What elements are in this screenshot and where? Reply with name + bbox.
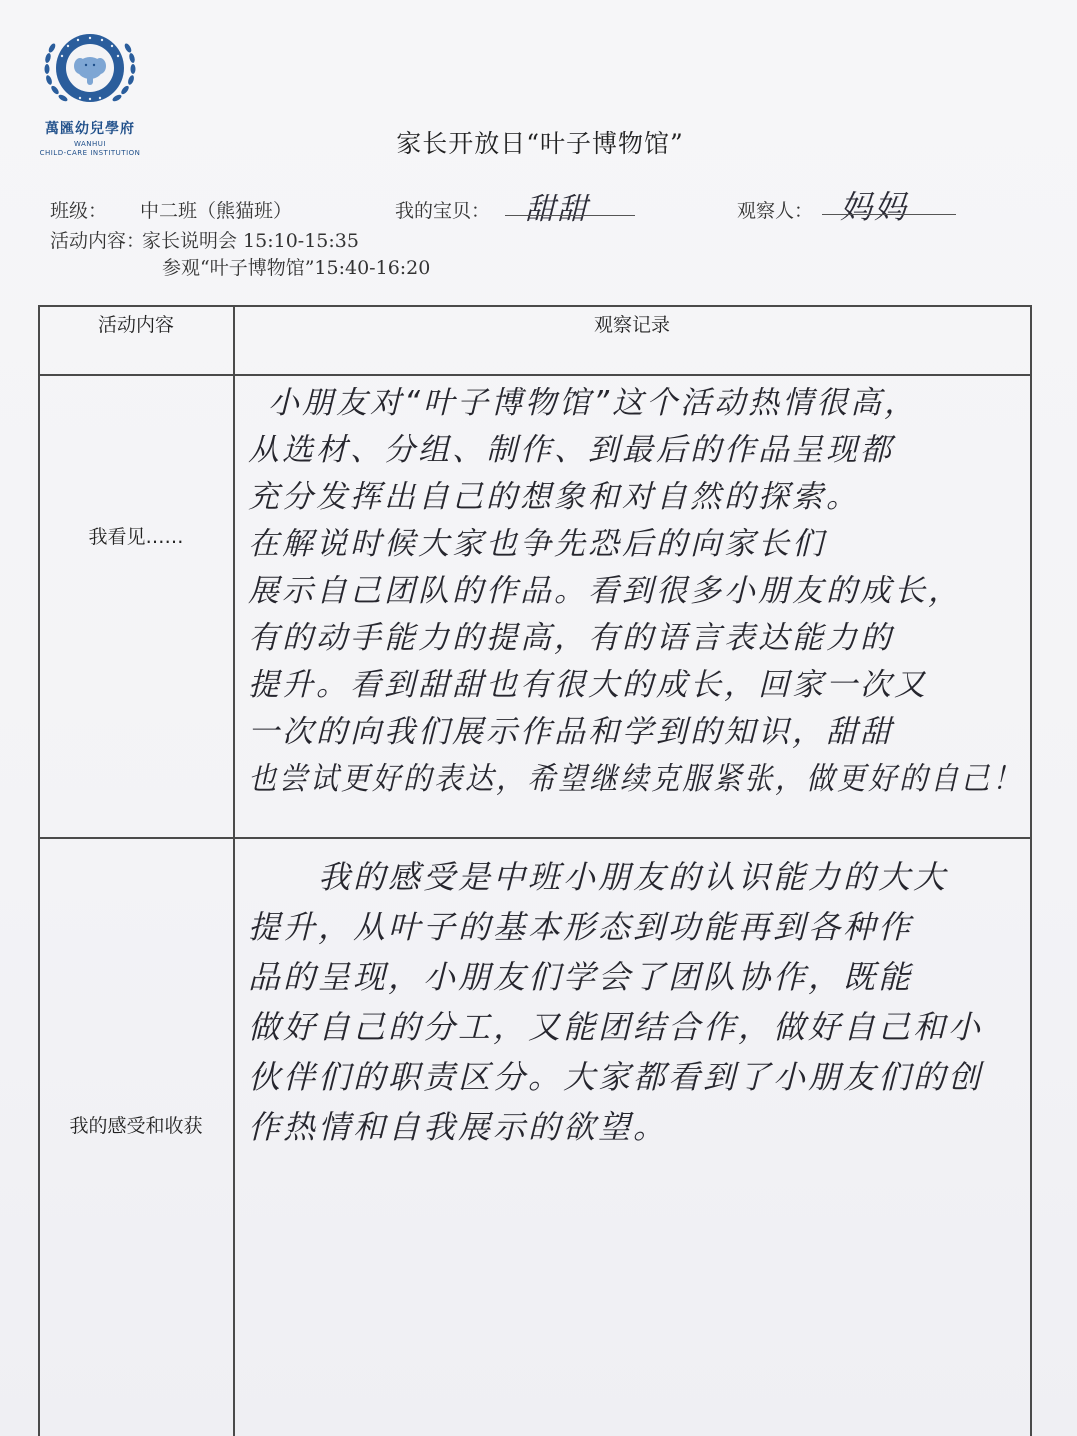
observer-underline — [822, 214, 956, 215]
class-value: 中二班（熊猫班） — [140, 200, 293, 222]
handwritten-line: 在解说时候大家也争先恐后的向家长们 — [248, 526, 826, 562]
handwritten-line: 提升，从叶子的基本形态到功能再到各种作 — [248, 908, 914, 946]
observer-value: 妈妈 — [840, 188, 909, 226]
handwritten-line: 一次的向我们展示作品和学到的知识，甜甜 — [248, 714, 894, 750]
activity-line1: 家长说明会 15:10-15:35 — [142, 230, 359, 252]
feelings-handwriting — [248, 852, 983, 1152]
logo-english-line1: WANHUI — [73, 140, 106, 148]
observer-label: 观察人： — [737, 200, 814, 222]
row-label-feelings: 我的感受和收获 — [69, 1115, 203, 1137]
activity-label: 活动内容： — [50, 230, 146, 252]
handwritten-line: 伙伴们的职责区分。大家都看到了小朋友们的创 — [248, 1058, 984, 1096]
handwritten-line: 做好自己的分工，又能团结合作，做好自己和小 — [248, 1008, 984, 1046]
handwritten-line: 从选材、分组、制作、到最后的作品呈现都 — [248, 432, 894, 468]
baby-underline — [505, 215, 635, 216]
handwritten-line: 小朋友对“叶子博物馆”这个活动热情很高， — [268, 385, 919, 421]
handwritten-line: 作热情和自我展示的欲望。 — [248, 1108, 669, 1146]
page-title: 家长开放日“叶子博物馆” — [396, 129, 684, 158]
handwritten-line: 充分发挥出自己的想象和对自然的探索。 — [248, 479, 860, 515]
column-header-activity: 活动内容 — [97, 314, 174, 336]
class-label: 班级： — [50, 200, 108, 222]
logo-chinese-name: 萬匯幼兒學府 — [45, 121, 135, 137]
column-header-observation: 观察记录 — [593, 314, 670, 336]
baby-value: 甜甜 — [525, 192, 589, 227]
handwritten-line: 有的动手能力的提高，有的语言表达能力的 — [248, 620, 894, 656]
handwritten-line: 提升。看到甜甜也有很大的成长，回家一次又 — [248, 667, 928, 703]
baby-label: 我的宝贝： — [395, 200, 491, 222]
observation-handwriting — [248, 380, 1077, 803]
logo-emblem-icon — [30, 18, 150, 118]
handwritten-line: 品的呈现，小朋友们学会了团队协作，既能 — [248, 958, 914, 996]
activity-line2: 参观“叶子博物馆”15:40-16:20 — [162, 257, 431, 279]
school-logo — [30, 18, 150, 163]
handwritten-line: 我的感受是中班小朋友的认识能力的大大 — [318, 858, 949, 896]
handwritten-line: 也尝试更好的表达，希望继续克服紧张，做更好的自己！ — [248, 761, 1024, 797]
handwritten-line: 展示自己团队的作品。看到很多小朋友的成长， — [248, 573, 962, 609]
row-label-i-see: 我看见…… — [88, 526, 184, 548]
logo-english-line2: CHILD-CARE INSTITUTION — [39, 149, 141, 157]
